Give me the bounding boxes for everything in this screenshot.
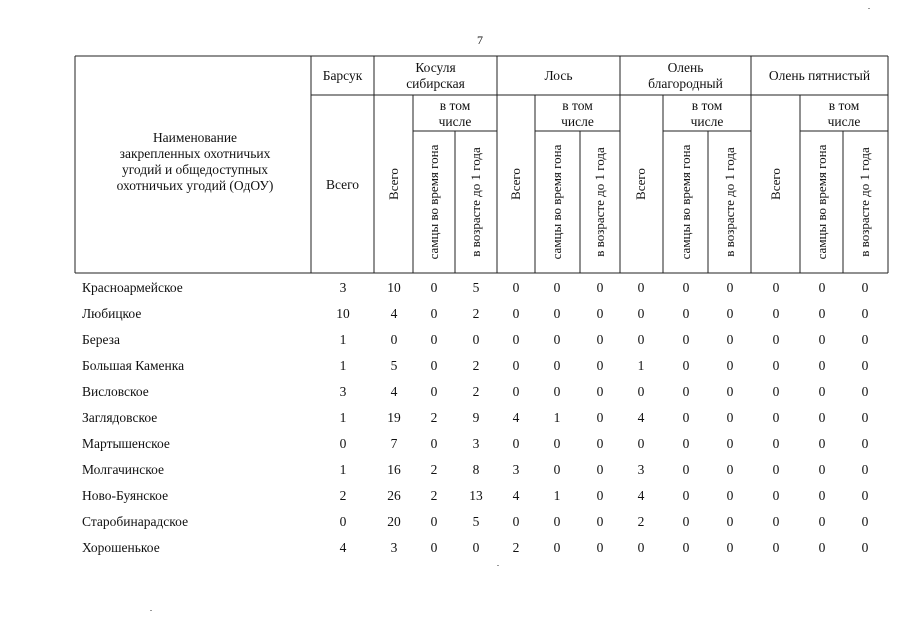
species-header-moose bbox=[497, 68, 620, 84]
table-row bbox=[0, 384, 905, 404]
table-cell: 0 bbox=[430, 358, 438, 373]
table-cell: 0 bbox=[726, 280, 734, 295]
table-cell: 0 bbox=[861, 462, 869, 477]
table-cell: 0 bbox=[818, 332, 826, 347]
subgroup-line: в том bbox=[691, 98, 723, 113]
table-cell: 0 bbox=[861, 488, 869, 503]
table-cell: 4 bbox=[512, 410, 520, 425]
table-cell: 0 bbox=[596, 436, 604, 451]
name-header-line-3: угодий и общедоступных bbox=[121, 162, 269, 177]
table-cell: 0 bbox=[553, 462, 561, 477]
table-cell: 3 bbox=[339, 384, 347, 399]
table-cell: 5 bbox=[390, 358, 398, 373]
table-cell: 0 bbox=[682, 332, 690, 347]
table-cell: 0 bbox=[818, 514, 826, 529]
species-header-roe-deer bbox=[374, 60, 497, 92]
table-cell: 0 bbox=[861, 514, 869, 529]
table-cell: 0 bbox=[637, 332, 645, 347]
table-cell: 1 bbox=[339, 332, 347, 347]
table-row bbox=[0, 410, 905, 430]
table-cell: 13 bbox=[469, 488, 483, 503]
species-header-line: Барсук bbox=[322, 68, 363, 83]
table-cell: 0 bbox=[861, 410, 869, 425]
table-cell: 0 bbox=[726, 462, 734, 477]
table-cell: 3 bbox=[637, 462, 645, 477]
subgroup-line: числе bbox=[827, 114, 861, 129]
table-cell: 0 bbox=[861, 436, 869, 451]
species-header-badger bbox=[311, 68, 374, 84]
table-cell: 0 bbox=[512, 358, 520, 373]
table-cell: 0 bbox=[553, 306, 561, 321]
species-header-line: Косуля bbox=[415, 60, 456, 75]
table-row bbox=[0, 540, 905, 560]
subgroup-line: в том bbox=[828, 98, 860, 113]
scan-speck bbox=[497, 565, 499, 566]
name-header-line-2: закрепленных охотничьих bbox=[119, 146, 271, 161]
table-cell: 0 bbox=[430, 332, 438, 347]
table-cell: 2 bbox=[339, 488, 347, 503]
row-name: Заглядовское bbox=[82, 410, 158, 425]
table-cell: 0 bbox=[818, 540, 826, 555]
table-cell: 0 bbox=[818, 384, 826, 399]
table-cell: 3 bbox=[339, 280, 347, 295]
table-cell: 0 bbox=[512, 306, 520, 321]
table-cell: 0 bbox=[553, 280, 561, 295]
table-cell: 0 bbox=[682, 436, 690, 451]
subgroup-header-red-deer bbox=[663, 98, 751, 130]
name-column-header bbox=[100, 130, 290, 194]
sika-deer-total-header: Всего bbox=[768, 168, 783, 200]
table-cell: 0 bbox=[682, 462, 690, 477]
table-cell: 3 bbox=[472, 436, 480, 451]
table-cell: 0 bbox=[339, 436, 347, 451]
table-cell: 4 bbox=[390, 384, 398, 399]
table-cell: 0 bbox=[637, 436, 645, 451]
table-cell: 0 bbox=[596, 540, 604, 555]
table-cell: 0 bbox=[339, 514, 347, 529]
red-deer-total-header: Всего bbox=[633, 168, 648, 200]
table-cell: 0 bbox=[430, 436, 438, 451]
moose-young-header: в возрасте до 1 года bbox=[592, 147, 607, 257]
table-cell: 0 bbox=[512, 332, 520, 347]
table-cell: 0 bbox=[726, 410, 734, 425]
table-cell: 0 bbox=[861, 280, 869, 295]
table-cell: 2 bbox=[430, 488, 438, 503]
table-cell: 0 bbox=[390, 332, 398, 347]
red-deer-young-header: в возрасте до 1 года bbox=[722, 147, 737, 257]
table-cell: 0 bbox=[472, 540, 480, 555]
table-cell: 4 bbox=[390, 306, 398, 321]
table-cell: 0 bbox=[553, 358, 561, 373]
table-cell: 2 bbox=[430, 410, 438, 425]
table-cell: 0 bbox=[682, 384, 690, 399]
table-cell: 0 bbox=[772, 332, 780, 347]
subgroup-line: числе bbox=[438, 114, 472, 129]
table-cell: 0 bbox=[726, 436, 734, 451]
subgroup-line: числе bbox=[561, 114, 594, 129]
table-cell: 0 bbox=[726, 514, 734, 529]
species-header-line: Олень пятнистый bbox=[768, 68, 871, 83]
table-row bbox=[0, 436, 905, 456]
roe-deer-young-header: в возрасте до 1 года bbox=[468, 147, 483, 257]
table-cell: 0 bbox=[861, 306, 869, 321]
table-cell: 10 bbox=[336, 306, 350, 321]
table-cell: 0 bbox=[818, 410, 826, 425]
row-name: Висловское bbox=[82, 384, 149, 399]
sika-deer-males-header: самцы во время гона bbox=[814, 144, 829, 260]
table-cell: 0 bbox=[596, 488, 604, 503]
table-cell: 0 bbox=[512, 384, 520, 399]
row-name: Молгачинское bbox=[82, 462, 164, 477]
table-cell: 0 bbox=[430, 384, 438, 399]
table-cell: 8 bbox=[472, 462, 480, 477]
table-cell: 0 bbox=[430, 306, 438, 321]
species-header-sika-deer bbox=[751, 68, 888, 84]
table-cell: 0 bbox=[430, 540, 438, 555]
table-cell: 5 bbox=[472, 280, 480, 295]
table-cell: 0 bbox=[726, 384, 734, 399]
table-cell: 0 bbox=[682, 306, 690, 321]
table-cell: 0 bbox=[772, 514, 780, 529]
table-cell: 2 bbox=[637, 514, 645, 529]
table-cell: 0 bbox=[596, 306, 604, 321]
table-row bbox=[0, 514, 905, 534]
table-cell: 0 bbox=[861, 358, 869, 373]
row-name: Красноармейское bbox=[82, 280, 183, 295]
row-name: Любицкое bbox=[82, 306, 142, 321]
table-cell: 4 bbox=[637, 410, 645, 425]
table-cell: 0 bbox=[726, 332, 734, 347]
table-cell: 19 bbox=[387, 410, 401, 425]
table-cell: 1 bbox=[637, 358, 645, 373]
table-cell: 0 bbox=[553, 540, 561, 555]
table-cell: 0 bbox=[637, 540, 645, 555]
table-cell: 0 bbox=[861, 384, 869, 399]
row-name: Большая Каменка bbox=[82, 358, 185, 373]
species-header-line: Лось bbox=[544, 68, 573, 83]
table-cell: 0 bbox=[637, 306, 645, 321]
table-cell: 0 bbox=[726, 540, 734, 555]
table-cell: 0 bbox=[553, 436, 561, 451]
table-cell: 0 bbox=[637, 280, 645, 295]
table-cell: 0 bbox=[772, 410, 780, 425]
table-cell: 0 bbox=[682, 514, 690, 529]
table-cell: 0 bbox=[818, 436, 826, 451]
red-deer-males-header: самцы во время гона bbox=[678, 144, 693, 260]
table-cell: 0 bbox=[512, 514, 520, 529]
table-cell: 0 bbox=[596, 384, 604, 399]
subgroup-header-roe-deer bbox=[413, 98, 497, 130]
table-cell: 0 bbox=[726, 488, 734, 503]
row-name: Ново-Буянское bbox=[82, 488, 169, 503]
page-number: 7 bbox=[477, 33, 483, 47]
scan-speck bbox=[150, 610, 152, 611]
subgroup-line: в том bbox=[439, 98, 471, 113]
table-cell: 5 bbox=[472, 514, 480, 529]
table-cell: 0 bbox=[596, 410, 604, 425]
name-header-line-1: Наименование bbox=[152, 130, 238, 145]
table-cell: 0 bbox=[772, 462, 780, 477]
table-cell: 0 bbox=[682, 280, 690, 295]
table-cell: 0 bbox=[596, 462, 604, 477]
species-header-line: сибирская bbox=[406, 76, 465, 91]
table-cell: 0 bbox=[682, 410, 690, 425]
table-cell: 3 bbox=[390, 540, 398, 555]
table-cell: 0 bbox=[861, 540, 869, 555]
table-cell: 2 bbox=[472, 306, 480, 321]
table-cell: 0 bbox=[726, 306, 734, 321]
table-cell: 4 bbox=[637, 488, 645, 503]
table-cell: 0 bbox=[772, 540, 780, 555]
table-cell: 0 bbox=[682, 358, 690, 373]
table-cell: 0 bbox=[472, 332, 480, 347]
table-cell: 0 bbox=[818, 462, 826, 477]
table-cell: 20 bbox=[387, 514, 401, 529]
table-cell: 0 bbox=[430, 514, 438, 529]
subgroup-header-sika-deer bbox=[800, 98, 888, 130]
row-name: Береза bbox=[82, 332, 120, 347]
table-cell: 1 bbox=[339, 358, 347, 373]
row-name: Мартышенское bbox=[82, 436, 170, 451]
table-cell: 0 bbox=[596, 280, 604, 295]
table-cell: 16 bbox=[387, 462, 401, 477]
table-cell: 0 bbox=[430, 280, 438, 295]
row-name: Хорошенькое bbox=[82, 540, 160, 555]
roe-deer-total-header: Всего bbox=[386, 168, 401, 200]
subgroup-line: числе bbox=[690, 114, 724, 129]
table-cell: 1 bbox=[553, 410, 561, 425]
table-cell: 0 bbox=[772, 358, 780, 373]
table-cell: 0 bbox=[818, 306, 826, 321]
table-cell: 4 bbox=[339, 540, 347, 555]
table-cell: 9 bbox=[472, 410, 480, 425]
subgroup-line: в том bbox=[562, 98, 593, 113]
row-name: Старобинарадское bbox=[82, 514, 189, 529]
table-cell: 0 bbox=[772, 306, 780, 321]
table-cell: 0 bbox=[512, 436, 520, 451]
moose-total-header: Всего bbox=[508, 168, 523, 200]
table-cell: 2 bbox=[512, 540, 520, 555]
table-cell: 0 bbox=[637, 384, 645, 399]
scan-speck bbox=[868, 8, 870, 9]
badger-total-header: Всего bbox=[325, 177, 360, 192]
table-cell: 26 bbox=[387, 488, 401, 503]
table-cell: 0 bbox=[772, 488, 780, 503]
table-cell: 0 bbox=[596, 358, 604, 373]
table-cell: 0 bbox=[818, 358, 826, 373]
table-row bbox=[0, 306, 905, 326]
table-cell: 0 bbox=[596, 514, 604, 529]
table-cell: 0 bbox=[553, 332, 561, 347]
table-row bbox=[0, 462, 905, 482]
roe-deer-males-header: самцы во время гона bbox=[426, 144, 441, 260]
table-row bbox=[0, 280, 905, 300]
table-cell: 0 bbox=[818, 488, 826, 503]
table-cell: 0 bbox=[682, 488, 690, 503]
table-cell: 0 bbox=[772, 280, 780, 295]
name-header-line-4: охотничьих угодий (ОдОУ) bbox=[116, 178, 274, 193]
species-header-red-deer bbox=[620, 60, 751, 92]
table-cell: 1 bbox=[339, 410, 347, 425]
table-cell: 7 bbox=[390, 436, 398, 451]
species-header-line: благородный bbox=[648, 76, 723, 91]
sika-deer-young-header: в возрасте до 1 года bbox=[857, 147, 872, 257]
table-cell: 1 bbox=[553, 488, 561, 503]
moose-males-header: самцы во время гона bbox=[549, 144, 564, 260]
table-cell: 0 bbox=[596, 332, 604, 347]
table-row bbox=[0, 332, 905, 352]
table-row bbox=[0, 488, 905, 508]
table-cell: 2 bbox=[472, 384, 480, 399]
table-cell: 2 bbox=[430, 462, 438, 477]
table-cell: 1 bbox=[339, 462, 347, 477]
table-cell: 0 bbox=[772, 384, 780, 399]
table-cell: 0 bbox=[818, 280, 826, 295]
table-cell: 0 bbox=[861, 332, 869, 347]
subgroup-header-moose bbox=[535, 98, 620, 130]
table-cell: 10 bbox=[387, 280, 401, 295]
species-header-line: Олень bbox=[667, 60, 704, 75]
table-cell: 0 bbox=[726, 358, 734, 373]
table-cell: 0 bbox=[553, 514, 561, 529]
table-cell: 0 bbox=[553, 384, 561, 399]
table-cell: 0 bbox=[512, 280, 520, 295]
table-row bbox=[0, 358, 905, 378]
table-cell: 3 bbox=[512, 462, 520, 477]
table-cell: 0 bbox=[772, 436, 780, 451]
table-cell: 0 bbox=[682, 540, 690, 555]
table-cell: 4 bbox=[512, 488, 520, 503]
table-cell: 2 bbox=[472, 358, 480, 373]
